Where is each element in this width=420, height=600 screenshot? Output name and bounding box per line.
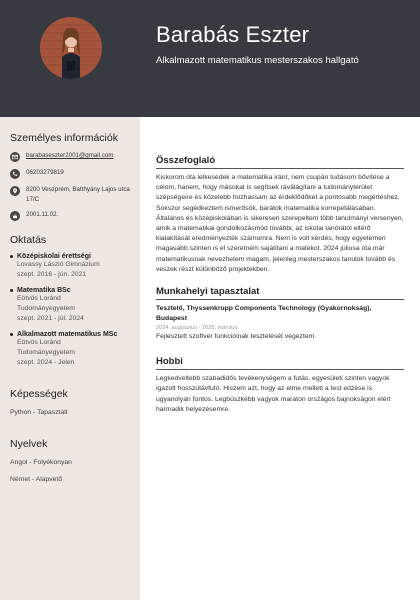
language-item: Német - Alapvető <box>10 476 63 483</box>
education-school: Tudományegyetem <box>17 305 75 312</box>
person-name: Barabás Eszter <box>156 22 310 47</box>
summary-section-title: Összefoglaló <box>156 155 404 169</box>
birth-date: 2001.11.02. <box>26 211 59 218</box>
avatar <box>40 17 102 79</box>
contact-address <box>10 185 130 204</box>
phone-number: 06203279819 <box>26 169 64 176</box>
education-school: Lovassy László Gimnázium <box>17 261 100 268</box>
sidebar <box>0 117 140 600</box>
education-item <box>10 253 130 280</box>
skill-item: Python - Tapasztalt <box>10 409 68 416</box>
education-title: Középiskolai érettségi <box>17 253 91 260</box>
education-school: Eötvös Loránd <box>17 339 61 346</box>
language-item: Angol - Folyékonyan <box>10 459 72 466</box>
education-school: Eötvös Loránd <box>17 295 61 302</box>
work-section-title: Munkahelyi tapasztalat <box>156 286 404 300</box>
job-dates: 2024. augusztus - 2025. március <box>156 325 238 332</box>
location-icon <box>10 186 20 196</box>
contact-email <box>10 151 130 162</box>
main-content <box>156 117 404 415</box>
bullet-icon <box>10 333 13 336</box>
address: 8200 Veszprém, Batthyány Lajos utca 17/C <box>26 186 130 203</box>
languages-section-title: Nyelvek <box>10 438 48 450</box>
phone-icon <box>10 169 20 179</box>
education-dates: szept. 2021 - júl. 2024 <box>17 315 84 322</box>
job-description: Fejlesztett szoftver funkcióinak tesztelését végeztem. <box>156 333 317 341</box>
profile-photo <box>40 17 102 79</box>
hobbies-section-title: Hobbi <box>156 356 404 370</box>
job-subtitle: Alkalmazott matematikus mesterszakos hallgató <box>156 55 359 66</box>
job-title: Tesztelő, Thyssenkrupp Components Technology (Gyakornokság), Budapest <box>156 305 372 323</box>
birthday-icon <box>10 211 20 221</box>
education-dates: szept. 2016 - jún. 2021 <box>17 271 87 278</box>
skills-section-title: Képességek <box>10 388 68 400</box>
education-school: Tudományegyetem <box>17 349 75 356</box>
summary-text: Kiskorom óta lelkesedek a matematika iránt, nem csupán tudásom bővítése a célom, hanem, hogy másokat is segítsek ráválágítani a tudományterület szépségeire és közelebb hozhassam az érdeklődőket a pontosabb megértéshez. Sokszor segédkeztem ismerősök, barátok matematika korrepetálásában. Általános és középiskolában is sikeresen szerepeltem több tanulmányi versenyen, amik a matematikai gondolkozásmód további, az iskolai tanórától eltérő kialakítását eredményezték számomra. Nem is volt kérdés, hogy egyetemen magasabb szinten is el szeretném sajátítani a matekot. 2024 júliusa óta már matematikusnak nevezhetem magam, jelenleg mesterszakos tanulok tovább és veszek részt különböző projektekben. <box>156 174 404 273</box>
email-icon <box>10 152 20 162</box>
bullet-icon <box>10 255 13 258</box>
email-link[interactable]: barabaseszter2001@gmail.com <box>26 152 114 159</box>
education-dates: szept. 2024 - Jelen <box>17 359 75 366</box>
education-section-title: Oktatás <box>10 234 47 246</box>
contact-birthday <box>10 210 130 221</box>
contact-phone <box>10 168 130 179</box>
education-item <box>10 287 130 324</box>
contact-section-title: Személyes információk <box>10 132 118 144</box>
hobbies-text: Legkedveltebb szabadidős tevékenységem a futás, egyesületi szinten vagyok igazolt hosszútávfutó. Hiszem azt, hogy az elme mellett a test edzése is ugyanolyan fontos. Legbüszkébb vagyok maraton országos bajnokságon elért harmadik helyezésemre. <box>156 375 391 413</box>
bullet-icon <box>10 289 13 292</box>
education-title: Alkalmazott matematikus MSc <box>17 331 118 338</box>
education-item <box>10 331 130 368</box>
education-title: Matematika BSc <box>17 287 71 294</box>
